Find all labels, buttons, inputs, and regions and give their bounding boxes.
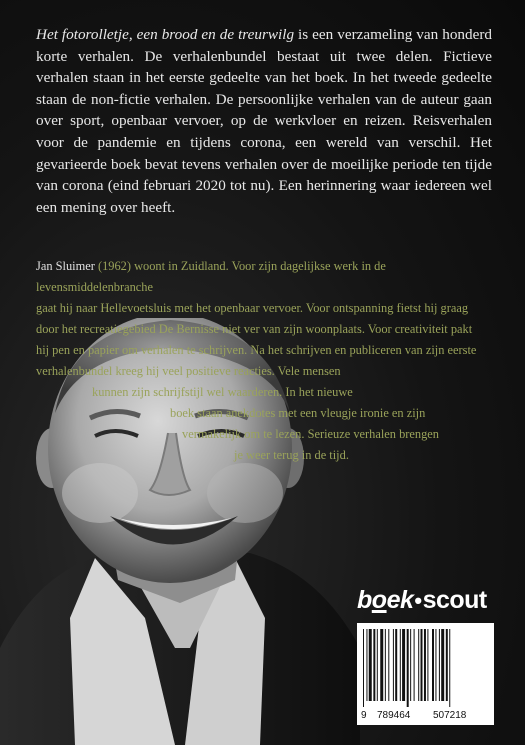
barcode-bar <box>393 629 394 701</box>
barcode-bar <box>441 629 444 701</box>
barcode-bar <box>418 629 419 701</box>
barcode-digits-right: 507218 <box>433 710 467 721</box>
blurb-text: is een verzameling van honderd korte verhalen. De verhalenbundel bestaat uit twee delen. Fictieve verhalen staan in het eerste gedeelte van het boek. In het tweede gedeelte staan de non-fictie verhalen. De persoonlijke verhalen van de auteur gaan over sport, openbaar vervoer, op de werkvloer en reizen. Reisverhalen voor de pandemie en tijdens corona, een wereld van verschil. Het gevarieerde boek bevat tevens verhalen over de moeilijke periode ten tijde van corona (eind februari 2020 tot nu). Een herinnering waar iedereen wel een mening over heeft. <box>36 26 492 216</box>
barcode-bar <box>369 629 372 701</box>
barcode-bar <box>427 629 428 701</box>
bio-line-7: boek staan anekdotes met een vleugje ironie en zijn <box>170 406 426 420</box>
logo-part-scout: scout <box>422 586 487 614</box>
barcode-bar <box>380 629 383 701</box>
barcode-bar <box>446 629 448 701</box>
bio-line-3: door het recreatiegebied De Bernisse niet ver van zijn woonplaats. Voor creativiteit pakt <box>36 322 473 336</box>
book-title-italic: Het fotorolletje, een brood en de treurwilg <box>36 26 295 43</box>
barcode-bar <box>402 629 405 701</box>
barcode-bar <box>435 629 436 701</box>
barcode-bar <box>421 629 423 701</box>
barcode-bar <box>439 629 440 701</box>
isbn-barcode <box>357 623 494 725</box>
barcode-bar <box>400 629 401 701</box>
bio-line-6: kunnen zijn schrijfstijl wel waarderen. In het nieuwe <box>92 385 353 399</box>
logo-part-o: o <box>371 586 387 614</box>
barcode-bar <box>410 629 411 701</box>
author-name: Jan Sluimer <box>36 259 95 273</box>
author-bio <box>36 256 492 466</box>
logo-dot: • <box>414 588 422 613</box>
bio-line-8: vermakelijk om te lezen. Serieuze verhalen brengen <box>182 427 439 441</box>
barcode-bar <box>363 629 364 707</box>
barcode-bar <box>432 629 434 701</box>
barcode-bar <box>377 629 378 701</box>
barcode-bar <box>395 629 397 701</box>
barcode-bar <box>388 629 389 701</box>
barcode-digits-left: 789464 <box>377 710 411 721</box>
bio-line-4: hij pen en papier om verhalen te schrijven. Na het schrijven en publiceren van zijn eerste <box>36 343 477 357</box>
barcode-bars <box>361 629 490 707</box>
bio-line-9: je weer terug in de tijd. <box>234 448 349 462</box>
barcode-bar <box>407 629 409 707</box>
barcode-bar <box>449 629 450 707</box>
barcode-bar <box>424 629 426 701</box>
barcode-bar <box>414 629 415 701</box>
logo-part-ek: ek <box>386 586 414 614</box>
logo-part-b: b <box>357 586 372 614</box>
barcode-bar <box>373 629 375 701</box>
barcode-bar <box>366 629 367 701</box>
barcode-digit-first: 9 <box>361 710 367 721</box>
publisher-logo <box>357 586 497 615</box>
barcode-bar <box>385 629 386 701</box>
bio-line-1: (1962) woont in Zuidland. Voor zijn dagelijkse werk in de levensmiddelenbranche <box>36 259 386 294</box>
bio-line-2: gaat hij naar Hellevoetsluis met het openbaar vervoer. Voor ontspanning fietst hij graag <box>36 301 469 315</box>
bio-line-5: verhalenbundel kreeg hij veel positieve reacties. Vele mensen <box>36 364 341 378</box>
blurb-paragraph <box>36 24 492 218</box>
